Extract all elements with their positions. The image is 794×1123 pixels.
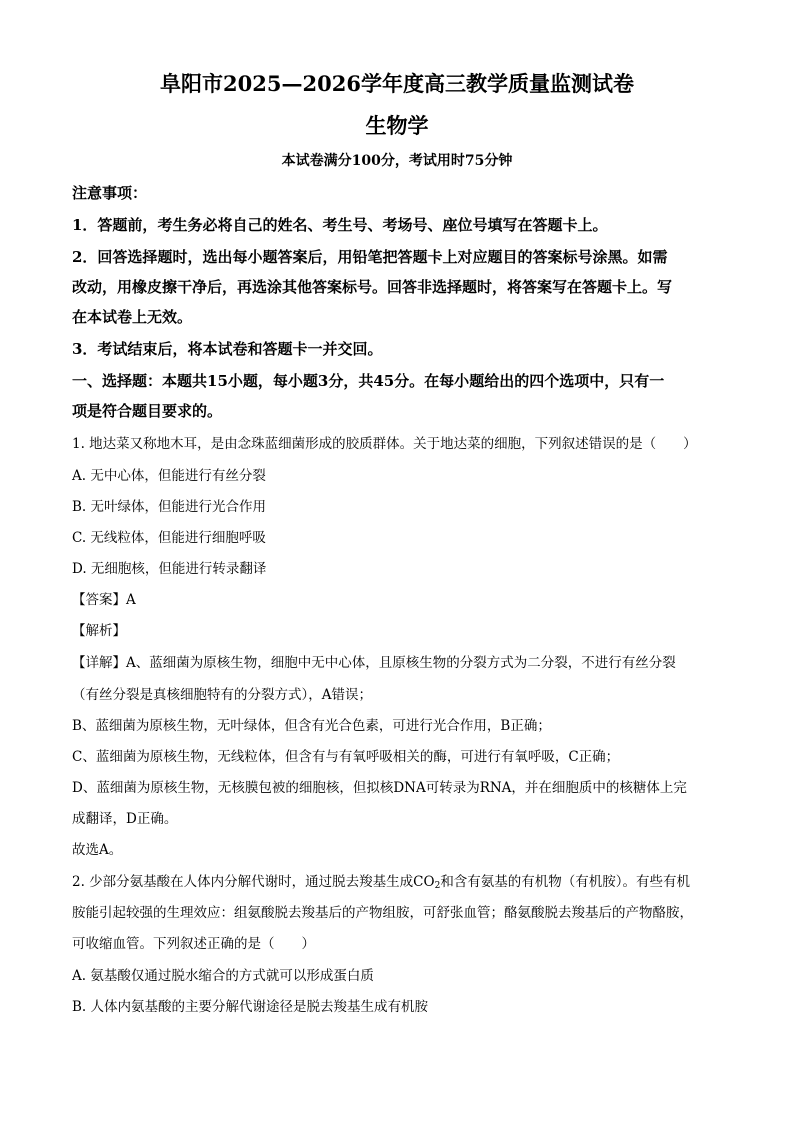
q1-option-c: C. 无线粒体，但能进行细胞呼吸 [72, 530, 266, 546]
q1-detail-line-4: C、蓝细菌为原核生物，无线粒体，但含有与有氧呼吸相关的酶，可进行有氧呼吸，C正确； [72, 749, 620, 765]
q2-stem-line-2: 胺能引起较强的生理效应：组氨酸脱去羧基后的产物组胺，可舒张血管；酪氨酸脱去羧基后的产物酪胺， [72, 905, 693, 921]
q2-option-b: B. 人体内氨基酸的主要分解代谢途径是脱去羧基生成有机胺 [72, 999, 429, 1015]
detail-label: 【详解】 [72, 655, 126, 671]
q1-detail-line-5: D、蓝细菌为原核生物，无核膜包被的细胞核，但拟核DNA可转录为RNA，并在细胞质中的核糖体上完 [72, 780, 687, 796]
q1-option-a: A. 无中心体，但能进行有丝分裂 [72, 468, 266, 484]
notice-heading: 注意事项： [72, 184, 148, 202]
answer-value: A [126, 592, 136, 608]
exam-info: 本试卷满分100分，考试用时75分钟 [281, 153, 513, 169]
notice-item-2-line-2: 改动，用橡皮擦干净后，再选涂其他答案标号。回答非选择题时，将答案写在答题卡上。写 [72, 278, 673, 296]
notice-item-1: 1．答题前，考生务必将自己的姓名、考生号、考场号、座位号填写在答题卡上。 [72, 216, 608, 234]
co2-subscript: 2 [434, 881, 441, 891]
q1-detail-line-2: （有丝分裂是真核细胞特有的分裂方式），A错误； [72, 687, 372, 703]
q2-text-b: 和含有氨基的有机物（有机胺）。有些有机 [440, 874, 691, 890]
section-1-heading-line-2: 项是符合题目要求的。 [72, 402, 223, 420]
subject-title: 生物学 [365, 113, 429, 138]
answer-label: 【答案】 [72, 592, 126, 608]
q1-detail-line-3: B、蓝细菌为原核生物，无叶绿体，但含有光合色素，可进行光合作用，B正确； [72, 718, 551, 734]
q1-answer [72, 588, 722, 608]
q1-detail-line-1 [72, 651, 722, 671]
q2-option-a: A. 氨基酸仅通过脱水缩合的方式就可以形成蛋白质 [72, 968, 374, 984]
q1-detail-line-6: 成翻译，D正确。 [72, 811, 178, 827]
q2-text-a: 2. 少部分氨基酸在人体内分解代谢时，通过脱去羧基生成CO [72, 874, 435, 890]
q1-option-b: B. 无叶绿体，但能进行光合作用 [72, 499, 267, 515]
q1-stem: 1. 地达菜又称地木耳，是由念珠蓝细菌形成的胶质群体。关于地达菜的细胞，下列叙述错误的是（ ） [72, 436, 697, 452]
notice-item-2-line-3: 在本试卷上无效。 [72, 308, 193, 326]
q1-conclusion: 故选A。 [72, 842, 123, 858]
exam-title: 阜阳市2025—2026学年度高三教学质量监测试卷 [160, 71, 634, 96]
q2-stem-line-1 [72, 870, 722, 891]
q1-option-d: D. 无细胞核，但能进行转录翻译 [72, 561, 267, 577]
q1-analysis-label: 【解析】 [72, 623, 126, 639]
detail-text: A、蓝细菌为原核生物，细胞中无中心体，且原核生物的分裂方式为二分裂，不进行有丝分裂 [126, 655, 676, 671]
notice-item-3: 3．考试结束后，将本试卷和答题卡一并交回。 [72, 340, 383, 358]
notice-item-2-line-1: 2．回答选择题时，选出每小题答案后，用铅笔把答题卡上对应题目的答案标号涂黑。如需 [72, 248, 668, 266]
section-1-heading-line-1: 一、选择题：本题共15小题，每小题3分，共45分。在每小题给出的四个选项中，只有一 [72, 372, 665, 390]
q2-stem-line-3: 可收缩血管。下列叙述正确的是（ ） [72, 936, 315, 952]
